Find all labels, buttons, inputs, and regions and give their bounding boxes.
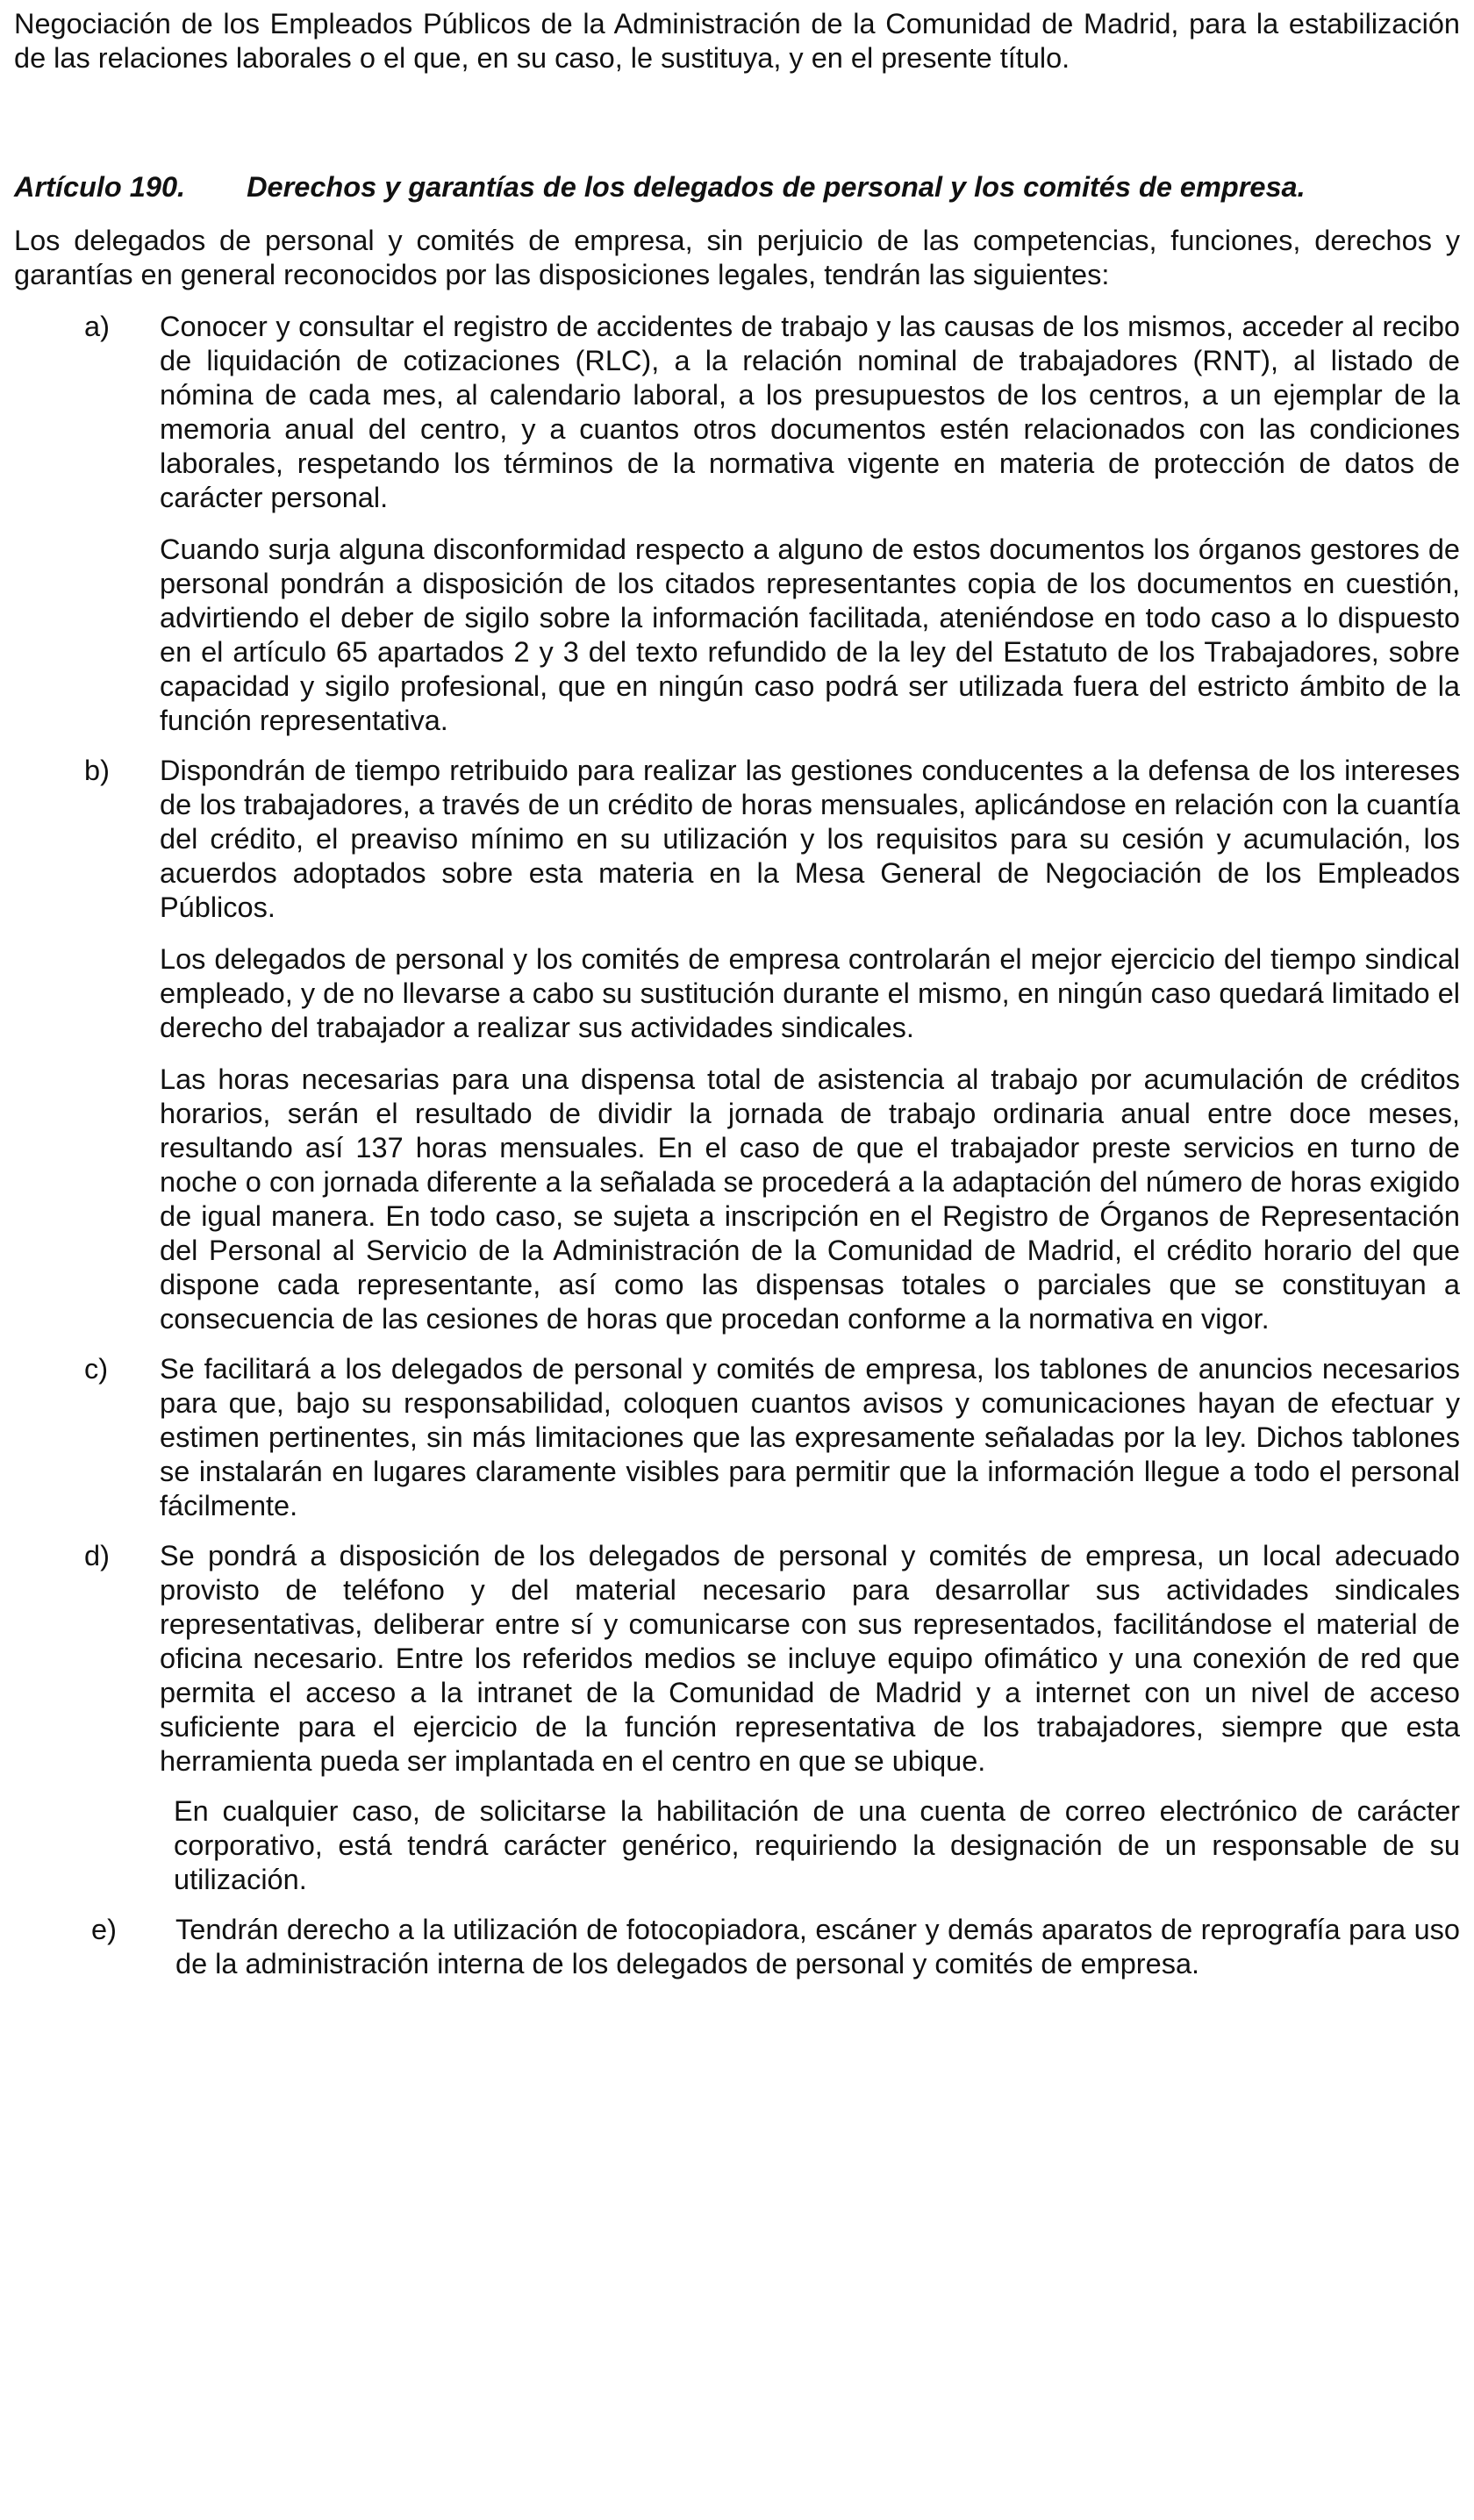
list-item-body xyxy=(160,754,1460,1336)
item-d-followup-paragraph: En cualquier caso, de solicitarse la habilitación de una cuenta de correo electrónico de carácter corporativo, está tendrá carácter genérico, requiriendo la designación de un responsable de su utilización. xyxy=(174,1795,1460,1895)
list-item-paragraph: Dispondrán de tiempo retribuido para realizar las gestiones conducentes a la defensa de los intereses de los trabajadores, a través de un crédito de horas mensuales, aplicándose en relación con la cuantía del crédito, el preaviso mínimo en su utilización y los requisitos para su cesión y acumulación, los acuerdos adoptados sobre esta materia en la Mesa General de Negociación de los Empleados Públicos. xyxy=(160,755,1460,923)
list-item-paragraph: Se pondrá a disposición de los delegados de personal y comités de empresa, un local adecuado provisto de teléfono y del material necesario para desarrollar sus actividades sindicales representativas, deliberar entre sí y comunicarse con sus representados, facilitándose el material de oficina necesario. Entre los referidos medios se incluye equipo ofimático y una conexión de red que permita el acceso a la intranet de la Comunidad de Madrid y a internet con un nivel de acceso suficiente para el ejercicio de la función representativa de los trabajadores, siempre que esta herramienta pueda ser implantada en el centro en que se ubique. xyxy=(160,1540,1460,1777)
list-item-paragraph: Cuando surja alguna disconformidad respecto a alguno de estos documentos los órganos gestores de personal pondrán a disposición de los citados representantes copia de los documentos en cuestión, advirtiendo el deber de sigilo sobre la información facilitada, ateniéndose en todo caso a lo dispuesto en el artículo 65 apartados 2 y 3 del texto refundido de la ley del Estatuto de los Trabajadores, sobre capacidad y sigilo profesional, que en ningún caso podrá ser utilizada fuera del estricto ámbito de la función representativa. xyxy=(160,533,1460,736)
list-item-paragraph: Conocer y consultar el registro de accidentes de trabajo y las causas de los mismos, acceder al recibo de liquidación de cotizaciones (RLC), a la relación nominal de trabajadores (RNT), al listado de nómina de cada mes, al calendario laboral, a los presupuestos de los centros, a un ejemplar de la memoria anual del centro, y a cuantos otros documentos estén relacionados con las condiciones laborales, respetando los términos de la normativa vigente en materia de protección de datos de carácter personal. xyxy=(160,311,1460,513)
article-title-line xyxy=(14,170,1460,204)
list-item-label: a) xyxy=(84,311,110,342)
list-item-label: c) xyxy=(84,1353,109,1385)
list-item-paragraph: Tendrán derecho a la utilización de fotocopiadora, escáner y demás aparatos de reprografía para uso de la administración interna de los delegados de personal y comités de empresa. xyxy=(175,1914,1460,1979)
list-item-body xyxy=(160,310,1460,738)
article-lead-paragraph: Los delegados de personal y comités de empresa, sin perjuicio de las competencias, funciones, derechos y garantías en general reconocidos por las disposiciones legales, tendrán las siguientes: xyxy=(14,225,1460,290)
article-heading xyxy=(14,170,1460,204)
list-item-body xyxy=(175,1913,1460,1981)
list-item-paragraph: Se facilitará a los delegados de personal y comités de empresa, los tablones de anuncios necesarios para que, bajo su responsabilidad, coloquen cuantos avisos y comunicaciones hayan de efectuar y estimen pertinentes, sin más limitaciones que las expresamente señaladas por la ley. Dichos tablones se instalarán en lugares claramente visibles para permitir que la información llegue a todo el personal fácilmente. xyxy=(160,1353,1460,1521)
list-item-d xyxy=(14,1539,1460,1779)
list-item-c xyxy=(14,1352,1460,1523)
list-item-label: b) xyxy=(84,755,110,786)
list-item-paragraph: Los delegados de personal y los comités de empresa controlarán el mejor ejercicio del tiempo sindical empleado, y de no llevarse a cabo su sustitución durante el mismo, en ningún caso quedará limitado el derecho del trabajador a realizar sus actividades sindicales. xyxy=(160,943,1460,1043)
article-number: Artículo 190. xyxy=(14,171,186,203)
list-item-b xyxy=(14,754,1460,1336)
list-item-paragraph: Las horas necesarias para una dispensa total de asistencia al trabajo por acumulación de créditos horarios, serán el resultado de dividir la jornada de trabajo ordinaria anual entre doce meses, resultando así 137 horas mensuales. En el caso de que el trabajador preste servicios en turno de noche o con jornada diferente a la señalada se procederá a la adaptación del número de horas exigido de igual manera. En todo caso, se sujeta a inscripción en el Registro de Órganos de Representación del Personal al Servicio de la Administración de la Comunidad de Madrid, el crédito horario del que dispone cada representante, así como las dispensas totales o parciales que se constituyan a consecuencia de las cesiones de horas que procedan conforme a la normativa en vigor. xyxy=(160,1063,1460,1335)
list-item-a xyxy=(14,310,1460,738)
list-item-body xyxy=(160,1539,1460,1779)
list-item-label: e) xyxy=(91,1914,117,1945)
list-item-body xyxy=(160,1352,1460,1523)
list-item-e xyxy=(14,1913,1460,1981)
list-item-label: d) xyxy=(84,1540,110,1571)
article-title: Derechos y garantías de los delegados de personal y los comités de empresa. xyxy=(247,171,1306,203)
intro-paragraph: Negociación de los Empleados Públicos de la Administración de la Comunidad de Madrid, para la estabilización de las relaciones laborales o el que, en su caso, le sustituya, y en el presente título. xyxy=(14,8,1460,74)
